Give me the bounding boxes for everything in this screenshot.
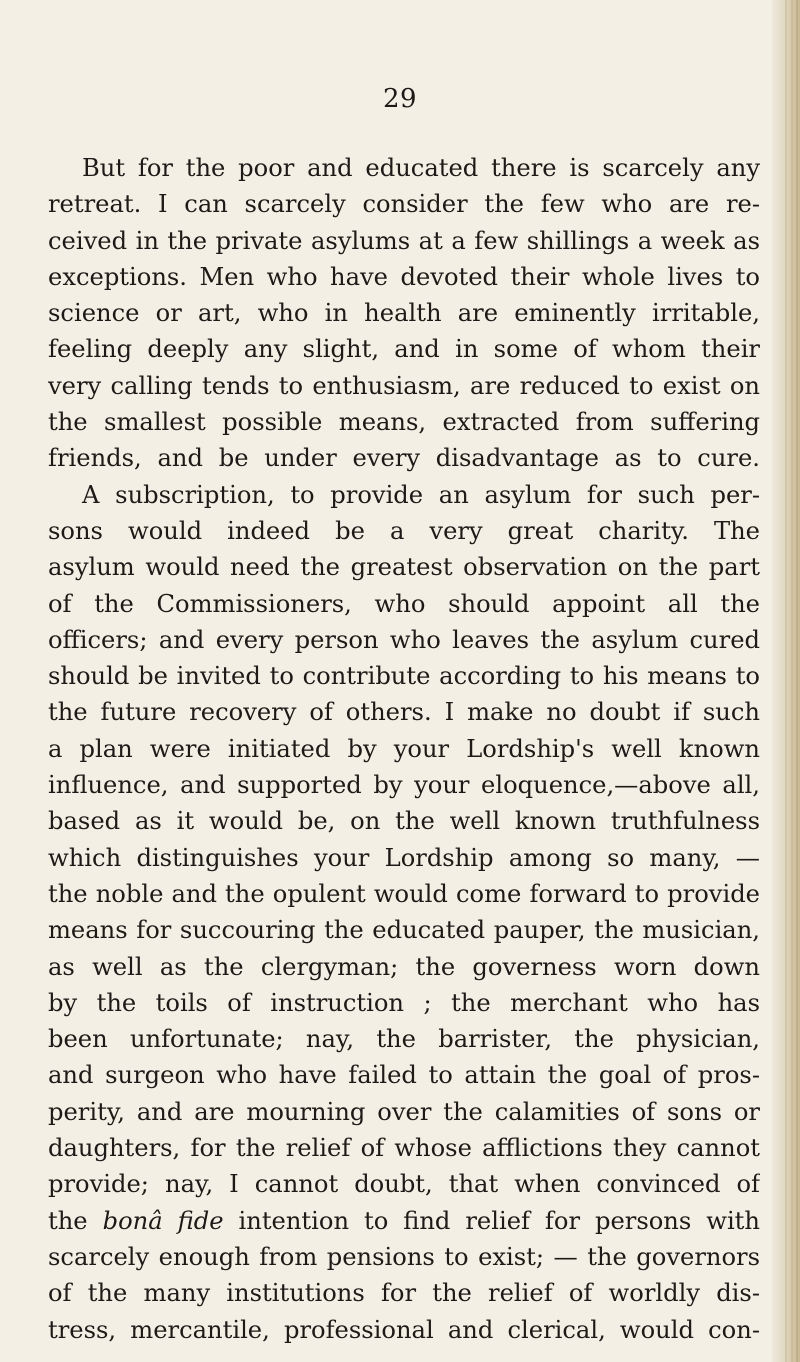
text-line: officers; and every person who leaves the asylum cured xyxy=(48,625,760,654)
text-line: which distinguishes your Lordship among so many, — xyxy=(48,843,760,872)
text-line: based as it would be, on the well known truthfulness xyxy=(48,807,760,836)
text-line: sons would indeed be a very great charity. The xyxy=(48,516,760,545)
text-line: influence, and supported by your eloquence,—above all, xyxy=(48,771,760,800)
text-line: and surgeon who have failed to attain the goal of pros- xyxy=(48,1061,760,1090)
text-line: as well as the clergyman; the governess worn down xyxy=(48,952,760,981)
italic-phrase: bonâ fide xyxy=(102,1206,224,1235)
text-line-mixed xyxy=(48,1203,760,1239)
text-line: of the many institutions for the relief of worldly dis- xyxy=(48,1279,760,1308)
text-line: asylum would need the greatest observation on the part xyxy=(48,553,760,582)
text-line: of the Commissioners, who should appoint all the xyxy=(48,589,760,618)
page-edge-shading xyxy=(772,0,800,1362)
text-line: been unfortunate; nay, the barrister, the physician, xyxy=(48,1025,760,1054)
body-text xyxy=(48,150,760,1348)
text-line: But for the poor and educated there is scarcely any xyxy=(82,154,760,182)
text-line: tress, mercantile, professional and clerical, would con- xyxy=(48,1315,760,1344)
text-line: the smallest possible means, extracted from suffering xyxy=(48,408,760,437)
text-line: means for succouring the educated pauper, the musician, xyxy=(48,916,760,945)
line-rest: intention to find relief for persons with xyxy=(238,1206,760,1235)
text-line: should be invited to contribute according to his means to xyxy=(48,662,760,691)
text-line: science or art, who in health are eminently irritable, xyxy=(48,299,760,328)
text-line: the noble and the opulent would come forward to provide xyxy=(48,879,760,908)
text-line: friends, and be under every disadvantage as to cure. xyxy=(48,444,760,473)
text-line: provide; nay, I cannot doubt, that when convinced of xyxy=(48,1170,760,1199)
text-line: ceived in the private asylums at a few shillings a week as xyxy=(48,226,760,255)
text-line: feeling deeply any slight, and in some of whom their xyxy=(48,335,760,364)
line-prefix: the xyxy=(48,1206,88,1235)
text-line: very calling tends to enthusiasm, are reduced to exist on xyxy=(48,371,760,400)
text-line: daughters, for the relief of whose afflictions they cannot xyxy=(48,1134,760,1163)
text-line: by the toils of instruction ; the merchant who has xyxy=(48,988,760,1017)
text-line: the future recovery of others. I make no doubt if such xyxy=(48,698,760,727)
text-line: A subscription, to provide an asylum for such per- xyxy=(82,480,760,509)
text-line: a plan were initiated by your Lordship's well known xyxy=(48,734,760,763)
text-line: retreat. I can scarcely consider the few who are re- xyxy=(48,190,760,219)
page-number: 29 xyxy=(382,84,418,114)
text-line: scarcely enough from pensions to exist; — the governors xyxy=(48,1242,760,1271)
text-line: exceptions. Men who have devoted their whole lives to xyxy=(48,262,760,291)
text-line: perity, and are mourning over the calamities of sons or xyxy=(48,1097,760,1126)
